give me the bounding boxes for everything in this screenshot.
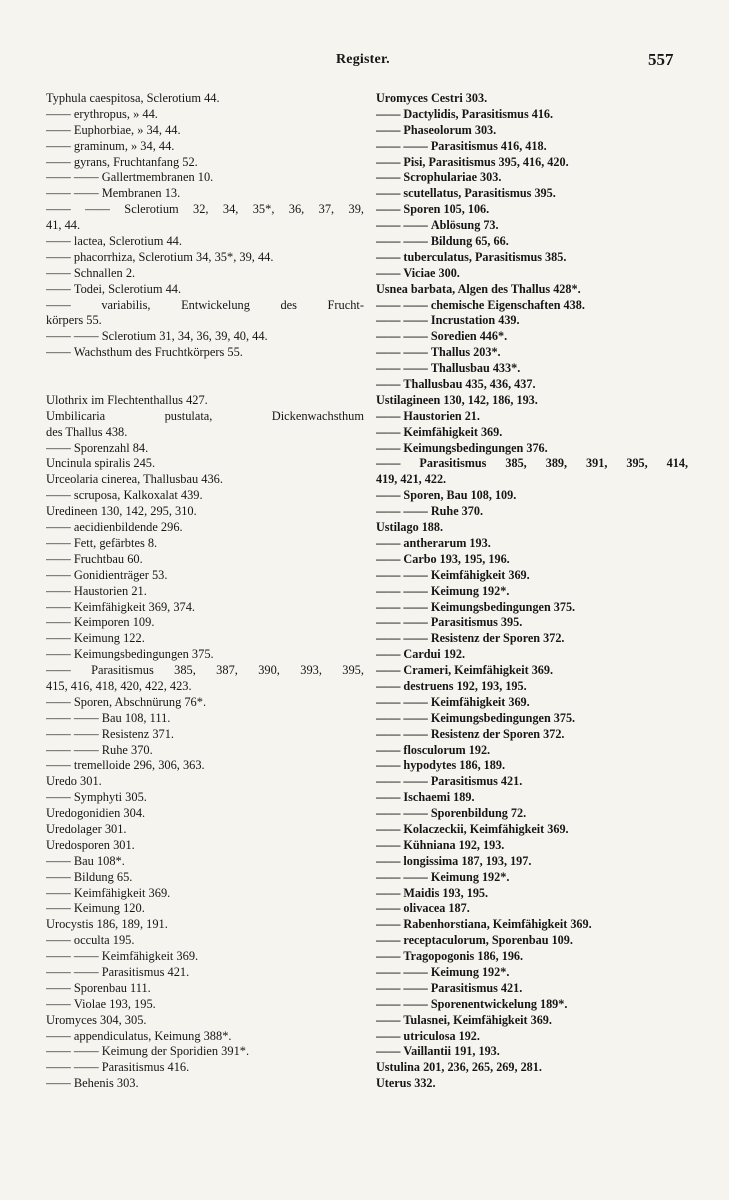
index-entry: Usnea barbata, Algen des Thallus 428*.	[376, 281, 581, 296]
index-entry: —— Violae 193, 195.	[46, 997, 364, 1013]
index-entry: —— erythropus, » 44.	[46, 107, 364, 123]
index-entry: Uredo 301.	[46, 774, 102, 789]
index-entry: —— Kolaczeckii, Keimfähigkeit 369.	[376, 822, 688, 838]
index-entry: —— —— Soredien 446*.	[376, 329, 688, 345]
index-entry: —— Scrophulariae 303.	[376, 170, 688, 186]
index-entry: —— —— Resistenz 371.	[46, 727, 364, 743]
index-entry: —— Keimungsbedingungen 376.	[376, 441, 688, 457]
index-entry: Ulothrix im Flechtenthallus 427.	[46, 392, 208, 407]
index-entry: —— Maidis 193, 195.	[376, 886, 688, 902]
index-entry: —— —— Parasitismus 416.	[46, 1060, 364, 1076]
index-entry: —— Vaillantii 191, 193.	[376, 1044, 688, 1060]
index-entry: 41, 44.	[46, 218, 81, 233]
index-entry: —— —— Parasitismus 395.	[376, 615, 688, 631]
index-entry: —— Thallusbau 435, 436, 437.	[376, 377, 688, 393]
index-entry: körpers 55.	[46, 313, 102, 328]
index-entry: Uterus 332.	[376, 1076, 436, 1091]
index-entry: Ustilagineen 130, 142, 186, 193.	[376, 392, 538, 407]
index-entry: Uredogonidien 304.	[46, 806, 146, 821]
index-entry: —— —— Sporenbildung 72.	[376, 806, 688, 822]
index-entry: Uromyces Cestri 303.	[376, 91, 488, 105]
index-entry: —— Ischaemi 189.	[376, 790, 688, 806]
index-entry: —— —— Bildung 65, 66.	[376, 234, 688, 250]
index-entry: —— Keimporen 109.	[46, 615, 364, 631]
index-entry: —— Parasitismus 385, 387, 390, 393, 395,	[46, 663, 364, 679]
index-entry: Uredineen 130, 142, 295, 310.	[46, 504, 197, 519]
index-entry: —— —— Ablösung 73.	[376, 218, 688, 234]
index-entry: Uredolager 301.	[46, 821, 127, 836]
index-entry: —— Bildung 65.	[46, 870, 364, 886]
index-entry: —— —— Keimung 192*.	[376, 870, 688, 886]
index-entry: —— —— Keimfähigkeit 369.	[46, 949, 364, 965]
index-entry: —— Keimung 120.	[46, 901, 364, 917]
index-entry: —— occulta 195.	[46, 933, 364, 949]
index-entry: —— Parasitismus 385, 389, 391, 395, 414,	[376, 456, 688, 472]
index-entry: —— —— Sclerotium 31, 34, 36, 39, 40, 44.	[46, 329, 364, 345]
index-entry: 419, 421, 422.	[376, 472, 447, 487]
index-column-left	[46, 91, 364, 1092]
index-entry: —— lactea, Sclerotium 44.	[46, 234, 364, 250]
index-entry: —— —— Gallertmembranen 10.	[46, 170, 364, 186]
index-entry: Ustilago 188.	[376, 520, 444, 535]
index-entry: —— utriculosa 192.	[376, 1029, 688, 1045]
index-entry: —— —— Keimung der Sporidien 391*.	[46, 1044, 364, 1060]
index-entry: —— —— chemische Eigenschaften 438.	[376, 298, 688, 314]
index-entry: —— Keimung 122.	[46, 631, 364, 647]
index-entry: —— Carbo 193, 195, 196.	[376, 552, 688, 568]
index-entry: —— flosculorum 192.	[376, 743, 688, 759]
index-entry: —— Fruchtbau 60.	[46, 552, 364, 568]
index-entry: —— —— Parasitismus 421.	[376, 774, 688, 790]
index-entry: —— Keimfähigkeit 369, 374.	[46, 600, 364, 616]
index-entry: —— graminum, » 34, 44.	[46, 139, 364, 155]
index-entry: —— Rabenhorstiana, Keimfähigkeit 369.	[376, 917, 688, 933]
index-entry: —— —— Thallus 203*.	[376, 345, 688, 361]
index-entry: —— —— Incrustation 439.	[376, 313, 688, 329]
index-entry: —— Schnallen 2.	[46, 266, 364, 282]
index-entry: —— Haustorien 21.	[46, 584, 364, 600]
index-entry: —— phacorrhiza, Sclerotium 34, 35*, 39, 44.	[46, 250, 364, 266]
index-entry: —— Fett, gefärbtes 8.	[46, 536, 364, 552]
index-entry: Typhula caespitosa, Sclerotium 44.	[46, 91, 220, 105]
index-entry: —— longissima 187, 193, 197.	[376, 854, 688, 870]
index-entry: —— Kühniana 192, 193.	[376, 838, 688, 854]
index-entry: —— Keimfähigkeit 369.	[376, 425, 688, 441]
index-entry: des Thallus 438.	[46, 424, 128, 439]
page-number: 557	[648, 50, 674, 69]
index-entry: —— —— Parasitismus 421.	[376, 981, 688, 997]
index-entry: —— —— Keimungsbedingungen 375.	[376, 600, 688, 616]
index-entry: —— antherarum 193.	[376, 536, 688, 552]
index-entry: —— —— Keimung 192*.	[376, 584, 688, 600]
index-entry: —— Symphyti 305.	[46, 790, 364, 806]
index-entry: Uredosporen 301.	[46, 837, 135, 852]
index-entry: —— gyrans, Fruchtanfang 52.	[46, 155, 364, 171]
index-entry: —— —— Keimungsbedingungen 375.	[376, 711, 688, 727]
index-entry: —— Wachsthum des Fruchtkörpers 55.	[46, 345, 364, 361]
blank-line	[46, 361, 364, 377]
index-entry: —— Keimfähigkeit 369.	[46, 886, 364, 902]
index-entry: Urocystis 186, 189, 191.	[46, 917, 168, 932]
index-entry: Umbilicaria pustulata, Dickenwachsthum	[46, 408, 364, 423]
index-entry: —— Tragopogonis 186, 196.	[376, 949, 688, 965]
index-entry: —— —— Sclerotium 32, 34, 35*, 36, 37, 39,	[46, 202, 364, 218]
index-entry: Uromyces 304, 305.	[46, 1012, 147, 1027]
index-entry: —— Dactylidis, Parasitismus 416.	[376, 107, 688, 123]
index-entry: —— Tulasnei, Keimfähigkeit 369.	[376, 1013, 688, 1029]
index-entry: —— Haustorien 21.	[376, 409, 688, 425]
index-entry: —— Sporenbau 111.	[46, 981, 364, 997]
blank-line	[46, 377, 364, 393]
page-header	[0, 50, 729, 70]
index-entry: —— —— Ruhe 370.	[46, 743, 364, 759]
index-entry: —— —— Sporenentwickelung 189*.	[376, 997, 688, 1013]
index-entry: —— Viciae 300.	[376, 266, 688, 282]
index-entry: —— —— Thallusbau 433*.	[376, 361, 688, 377]
index-entry: —— Gonidienträger 53.	[46, 568, 364, 584]
index-entry: —— —— Ruhe 370.	[376, 504, 688, 520]
index-entry: —— —— Membranen 13.	[46, 186, 364, 202]
index-entry: —— —— Keimfähigkeit 369.	[376, 695, 688, 711]
index-entry: —— Sporen, Abschnürung 76*.	[46, 695, 364, 711]
index-entry: —— tremelloide 296, 306, 363.	[46, 758, 364, 774]
index-entry: —— Crameri, Keimfähigkeit 369.	[376, 663, 688, 679]
index-entry: —— —— Keimfähigkeit 369.	[376, 568, 688, 584]
index-entry: —— Sporen, Bau 108, 109.	[376, 488, 688, 504]
index-entry: 415, 416, 418, 420, 422, 423.	[46, 678, 192, 693]
index-entry: —— Sporenzahl 84.	[46, 441, 364, 457]
index-entry: Uncinula spiralis 245.	[46, 456, 156, 471]
index-entry: —— Bau 108*.	[46, 854, 364, 870]
index-entry: —— Cardui 192.	[376, 647, 688, 663]
index-entry: —— scruposa, Kalkoxalat 439.	[46, 488, 364, 504]
index-entry: —— appendiculatus, Keimung 388*.	[46, 1029, 364, 1045]
index-entry: Ustulina 201, 236, 265, 269, 281.	[376, 1060, 542, 1075]
index-column-right	[376, 91, 688, 1092]
index-entry: —— destruens 192, 193, 195.	[376, 679, 688, 695]
index-entry: —— —— Bau 108, 111.	[46, 711, 364, 727]
index-entry: —— Sporen 105, 106.	[376, 202, 688, 218]
index-entry: —— —— Parasitismus 421.	[46, 965, 364, 981]
index-entry: —— Euphorbiae, » 34, 44.	[46, 123, 364, 139]
index-entry: —— aecidienbildende 296.	[46, 520, 364, 536]
index-entry: —— Todei, Sclerotium 44.	[46, 282, 364, 298]
index-entry: —— —— Keimung 192*.	[376, 965, 688, 981]
index-entry: —— olivacea 187.	[376, 901, 688, 917]
index-entry: Urceolaria cinerea, Thallusbau 436.	[46, 472, 223, 487]
index-entry: —— Keimungsbedingungen 375.	[46, 647, 364, 663]
index-entry: —— tuberculatus, Parasitismus 385.	[376, 250, 688, 266]
index-entry: —— Phaseolorum 303.	[376, 123, 688, 139]
index-entry: —— —— Parasitismus 416, 418.	[376, 139, 688, 155]
running-title: Register.	[336, 52, 390, 67]
index-entry: —— variabilis, Entwickelung des Frucht-	[46, 298, 364, 314]
index-entry: —— Behenis 303.	[46, 1076, 364, 1092]
index-entry: —— Pisi, Parasitismus 395, 416, 420.	[376, 155, 688, 171]
index-entry: —— hypodytes 186, 189.	[376, 758, 688, 774]
index-entry: —— scutellatus, Parasitismus 395.	[376, 186, 688, 202]
index-entry: —— —— Resistenz der Sporen 372.	[376, 631, 688, 647]
index-entry: —— receptaculorum, Sporenbau 109.	[376, 933, 688, 949]
index-entry: —— —— Resistenz der Sporen 372.	[376, 727, 688, 743]
